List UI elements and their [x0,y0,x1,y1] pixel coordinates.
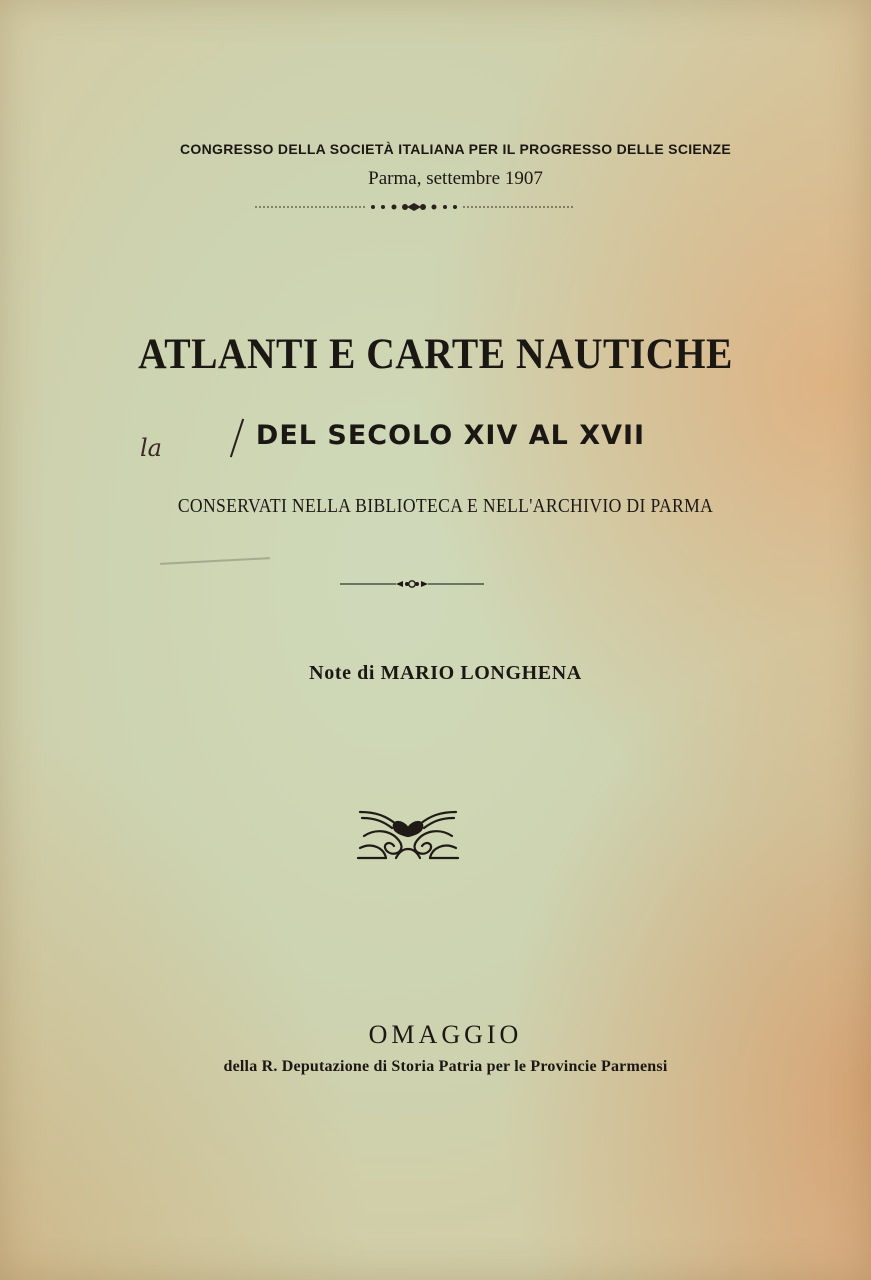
author-line: Note di MARIO LONGHENA [309,662,582,684]
congress-heading: CONGRESSO DELLA SOCIETÀ ITALIANA PER IL PROGRESSO DELLE SCIENZE [180,141,731,157]
main-title: ATLANTI E CARTE NAUTICHE [138,331,733,378]
ornamental-rule-icon [340,576,484,592]
handwritten-correction: la [140,434,162,462]
art-nouveau-ornament-icon [356,806,460,864]
conserved-line: CONSERVATI NELLA BIBLIOTECA E NELL'ARCHIVIO DI PARMA [177,495,714,517]
dedication-line: della R. Deputazione di Storia Patria per le Provincie Parmensi [223,1058,668,1075]
dotted-ornamental-rule-icon [255,200,573,214]
pencil-mark [160,557,270,565]
omaggio-label: OMAGGIO [368,1020,523,1049]
subtitle: DEL SECOLO XIV AL XVII [255,420,646,451]
place-date: Parma, settembre 1907 [368,168,543,189]
